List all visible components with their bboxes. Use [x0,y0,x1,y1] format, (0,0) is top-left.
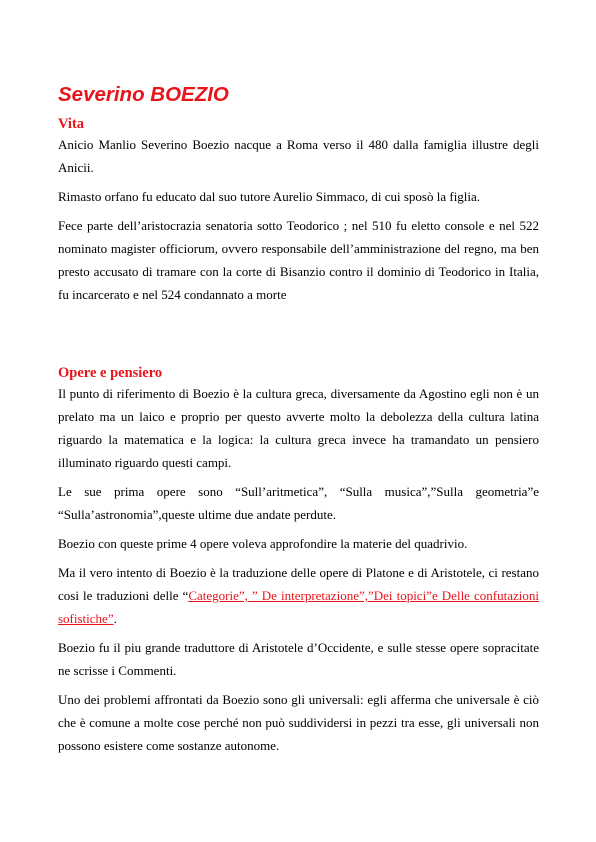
paragraph-text: . [113,611,117,626]
paragraph-text: Ma il vero intento di Boezio è la traduzione delle opere di Platone e di Aristotele, ci restano cosi le traduzioni delle “ [58,565,539,603]
paragraph-with-link [58,561,539,630]
paragraph: Anicio Manlio Severino Boezio nacque a Roma verso il 480 dalla famiglia illustre degli Anicii. [58,137,539,175]
paragraph: Fece parte dell’aristocrazia senatoria sotto Teodorico ; nel 510 fu eletto console e nel 522 nominato magister officiorum, ovvero responsabile dell’amministrazione del regno, ma ben presto accusato di tramare con la corte di Bisanzio contro il dominio di Teodorico in Italia, fu incarcerato e nel 524 condannato a morte [58,218,539,302]
section-heading-opere: Opere e pensiero [58,365,163,381]
works-link[interactable]: Categorie”, ” De interpretazione”,”Dei topici”e Delle confutazioni sofistiche” [58,588,539,626]
section-spacer [58,312,539,365]
section-heading-vita: Vita [58,116,85,132]
document-page [58,82,539,763]
document-title: Severino BOEZIO [58,83,229,106]
paragraph: Rimasto orfano fu educato dal suo tutore Aurelio Simmaco, di cui sposò la figlia. [58,189,481,204]
paragraph: Boezio con queste prime 4 opere voleva approfondire la materie del quadrivio. [58,536,468,551]
paragraph: Le sue prima opere sono “Sull’aritmetica”, “Sulla musica”,”Sulla geometria”e “Sulla’astronomia”,queste ultime due andate perdute. [58,484,539,522]
paragraph: Boezio fu il piu grande traduttore di Aristotele d’Occidente, e sulle stesse opere sopracitate ne scrisse i Commenti. [58,640,539,678]
paragraph: Il punto di riferimento di Boezio è la cultura greca, diversamente da Agostino egli non è un prelato ma un laico e proprio per questo avverte molto la debolezza della cultura latina riguardo la matematica e la logica: la cultura greca invece ha tramandato un pensiero illuminato riguardo questi campi. [58,386,539,470]
paragraph: Uno dei problemi affrontati da Boezio sono gli universali: egli afferma che universale è ciò che è comune a molte cose perché non può suddividersi in pezzi tra esse, gli universali non possono esistere come sostanze autonome. [58,692,539,753]
